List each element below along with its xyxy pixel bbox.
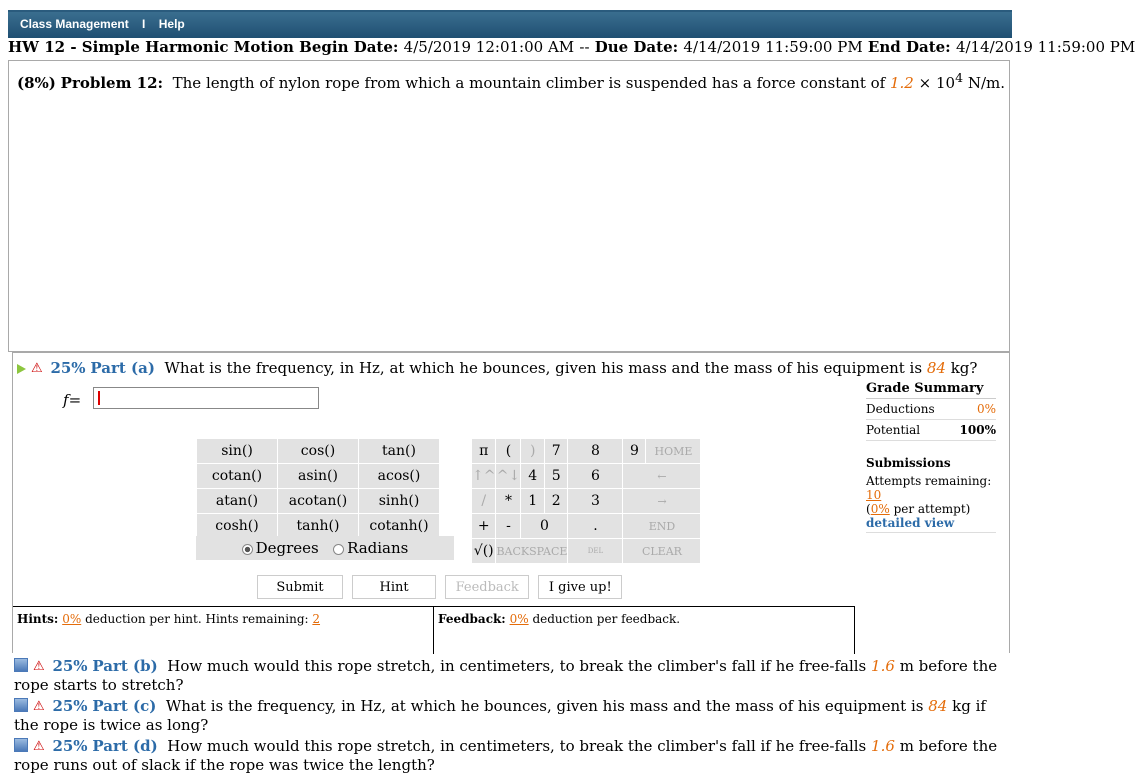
deductions-value: 0%: [976, 402, 996, 416]
potential-value: 100%: [959, 423, 996, 437]
key-2[interactable]: 2: [544, 489, 568, 514]
fn-row: [197, 489, 440, 514]
key-9[interactable]: 9: [623, 439, 646, 464]
feedback-deduction: 0%: [509, 612, 529, 626]
key-5[interactable]: 5: [544, 464, 568, 489]
key-row: [472, 539, 701, 564]
part-d-text: How much would this rope stretch, in centimeters, to break the climber's fall if he free-falls: [167, 737, 867, 755]
attempts-label: Attempts remaining:: [866, 474, 992, 488]
fn-key[interactable]: cos(): [278, 439, 359, 464]
per-open: (: [866, 502, 871, 516]
fn-key[interactable]: atan(): [197, 489, 278, 514]
key-7[interactable]: 7: [544, 439, 568, 464]
key-left-arrow[interactable]: ←: [623, 464, 701, 489]
feedback-button[interactable]: Feedback: [445, 575, 529, 599]
collapsed-part-icon[interactable]: [14, 738, 28, 752]
part-b: [14, 657, 1008, 695]
hints-panel: [13, 606, 434, 654]
begin-date: 4/5/2019 12:01:00 AM: [403, 38, 575, 56]
part-c-label[interactable]: Part (c): [92, 697, 157, 715]
attempts-line: [866, 474, 996, 502]
key-del[interactable]: DEL: [568, 539, 623, 564]
key-down-power[interactable]: ^↓: [496, 464, 521, 489]
key-row: [472, 514, 701, 539]
part-d-text-end: m before the rope runs out of slack if the rope was twice the length?: [14, 737, 998, 774]
key-8[interactable]: 8: [568, 439, 623, 464]
problem-body: The length of nylon rope from which a mountain climber is suspended has a force constant of: [172, 74, 886, 92]
warning-icon: ⚠: [31, 361, 43, 376]
problem-text: [17, 70, 1005, 92]
part-a-pct: 25%: [50, 359, 86, 377]
part-b-value: 1.6: [871, 657, 895, 675]
fn-row: [197, 514, 440, 539]
key-divide[interactable]: /: [472, 489, 496, 514]
due-label: Due Date:: [594, 38, 679, 56]
warning-icon: ⚠: [33, 739, 45, 754]
submit-button[interactable]: Submit: [257, 575, 343, 599]
feedback-panel: [434, 606, 855, 654]
collapsed-part-icon[interactable]: [14, 698, 28, 712]
per-attempt-value: 0%: [870, 502, 890, 516]
feedback-label: Feedback:: [438, 612, 506, 626]
end-label: End Date:: [867, 38, 951, 56]
part-d: [14, 737, 1008, 775]
expand-triangle-icon[interactable]: [17, 364, 26, 374]
radians-radio[interactable]: [333, 544, 344, 555]
key-sqrt[interactable]: √(): [472, 539, 496, 564]
part-b-text-end: m before the rope starts to stretch?: [14, 657, 998, 694]
hints-remaining: 2: [312, 612, 321, 626]
key-row: [472, 489, 701, 514]
date-dash: --: [579, 38, 590, 56]
key-end[interactable]: END: [623, 514, 701, 539]
part-a-title: [17, 359, 977, 377]
hw-title: HW 12 - Simple Harmonic Motion: [8, 38, 294, 56]
answer-variable: [63, 391, 81, 409]
nav-separator: I: [142, 17, 146, 31]
end-date: 4/14/2019 11:59:00 PM: [955, 38, 1135, 56]
fn-key[interactable]: acos(): [359, 464, 440, 489]
warning-icon: ⚠: [33, 659, 45, 674]
var-f: f: [63, 391, 69, 409]
exponent: 4: [955, 70, 964, 85]
answer-input[interactable]: [93, 387, 319, 409]
part-b-label[interactable]: Part (b): [92, 657, 158, 675]
warning-icon: ⚠: [33, 699, 45, 714]
problem-statement-box: [8, 60, 1010, 352]
key-backspace[interactable]: BACKSPACE: [496, 539, 568, 564]
potential-row: [866, 420, 996, 441]
part-d-label[interactable]: Part (d): [92, 737, 158, 755]
key-close-paren[interactable]: ): [521, 439, 544, 464]
hints-line: [17, 612, 320, 626]
part-a-label: Part (a): [90, 359, 155, 377]
fn-row: [197, 439, 440, 464]
hints-text: deduction per hint. Hints remaining:: [85, 612, 309, 626]
key-right-arrow[interactable]: →: [623, 489, 701, 514]
part-b-text: How much would this rope stretch, in centimeters, to break the climber's fall if he free-falls: [167, 657, 867, 675]
deductions-label: Deductions: [866, 402, 935, 416]
deductions-row: [866, 399, 996, 420]
times-ten: × 10: [918, 74, 956, 92]
equals: =: [68, 391, 82, 409]
key-row: [472, 464, 701, 489]
key-clear[interactable]: CLEAR: [623, 539, 701, 564]
give-up-button[interactable]: I give up!: [538, 575, 622, 599]
fn-key[interactable]: cosh(): [197, 514, 278, 539]
fn-row: [197, 464, 440, 489]
part-a-question: What is the frequency, in Hz, at which he bounces, given his mass and the mass of his equipment is: [164, 359, 923, 377]
force-unit: N/m.: [967, 74, 1005, 92]
key-3[interactable]: 3: [568, 489, 623, 514]
key-open-paren[interactable]: (: [496, 439, 521, 464]
part-c: [14, 697, 1008, 735]
key-pi[interactable]: π: [472, 439, 496, 464]
key-plus[interactable]: +: [472, 514, 496, 539]
detailed-view-link[interactable]: detailed view: [866, 516, 996, 533]
text-cursor: [98, 391, 100, 405]
part-d-pct: 25%: [52, 737, 88, 755]
fn-key[interactable]: sinh(): [359, 489, 440, 514]
part-c-text: What is the frequency, in Hz, at which he bounces, given his mass and the mass of his equipment is: [165, 697, 924, 715]
key-row: [472, 439, 701, 464]
fn-key[interactable]: tan(): [359, 439, 440, 464]
fn-key[interactable]: cotan(): [197, 464, 278, 489]
begin-label: Begin Date:: [299, 38, 399, 56]
fn-key[interactable]: tanh(): [278, 514, 359, 539]
key-home[interactable]: HOME: [646, 439, 701, 464]
collapsed-part-icon[interactable]: [14, 658, 28, 672]
key-1[interactable]: 1: [521, 489, 544, 514]
key-dot[interactable]: .: [568, 514, 623, 539]
feedback-text: deduction per feedback.: [532, 612, 681, 626]
action-buttons: [257, 575, 626, 599]
part-b-pct: 25%: [52, 657, 88, 675]
key-multiply[interactable]: *: [496, 489, 521, 514]
per-attempt-text: per attempt): [893, 502, 971, 516]
submissions-panel: [866, 456, 996, 533]
hint-deduction: 0%: [62, 612, 82, 626]
fn-key[interactable]: cotanh(): [359, 514, 440, 539]
nav-links: [20, 17, 185, 31]
problem-weight: (8%): [17, 74, 56, 92]
part-c-pct: 25%: [52, 697, 88, 715]
due-date: 4/14/2019 11:59:00 PM: [683, 38, 863, 56]
mass-unit: kg?: [950, 359, 978, 377]
grade-summary: [866, 381, 996, 441]
hints-label: Hints:: [17, 612, 59, 626]
grade-summary-title: Grade Summary: [866, 381, 996, 399]
homework-header: [8, 38, 1135, 60]
fn-key[interactable]: sin(): [197, 439, 278, 464]
key-4[interactable]: 4: [521, 464, 544, 489]
part-c-text-end: kg if the rope is twice as long?: [14, 697, 986, 734]
feedback-line: [438, 612, 680, 626]
potential-label: Potential: [866, 423, 921, 437]
part-a-panel: [12, 352, 1010, 653]
per-attempt-line: [866, 502, 996, 516]
degrees-radio[interactable]: [242, 544, 253, 555]
radians-label: Radians: [347, 539, 409, 557]
attempts-value: 10: [866, 488, 882, 502]
nav-help[interactable]: Help: [158, 17, 185, 31]
top-nav-bar: [8, 10, 1012, 38]
mass-value: 84: [926, 359, 946, 377]
key-0[interactable]: 0: [521, 514, 568, 539]
nav-class-management[interactable]: Class Management: [20, 17, 129, 31]
force-constant-value: 1.2: [890, 74, 914, 92]
hint-button[interactable]: Hint: [352, 575, 436, 599]
key-minus[interactable]: -: [496, 514, 521, 539]
degrees-label: Degrees: [255, 539, 319, 557]
part-d-value: 1.6: [871, 737, 895, 755]
submissions-title: Submissions: [866, 456, 951, 470]
fn-key[interactable]: acotan(): [278, 489, 359, 514]
part-c-value: 84: [928, 697, 948, 715]
angle-mode-selector: [196, 536, 454, 560]
problem-label: Problem 12:: [60, 74, 164, 92]
key-up-power[interactable]: ↑^: [472, 464, 496, 489]
function-keypad: [196, 438, 440, 539]
key-6[interactable]: 6: [568, 464, 623, 489]
number-keypad: [471, 438, 701, 564]
fn-key[interactable]: asin(): [278, 464, 359, 489]
